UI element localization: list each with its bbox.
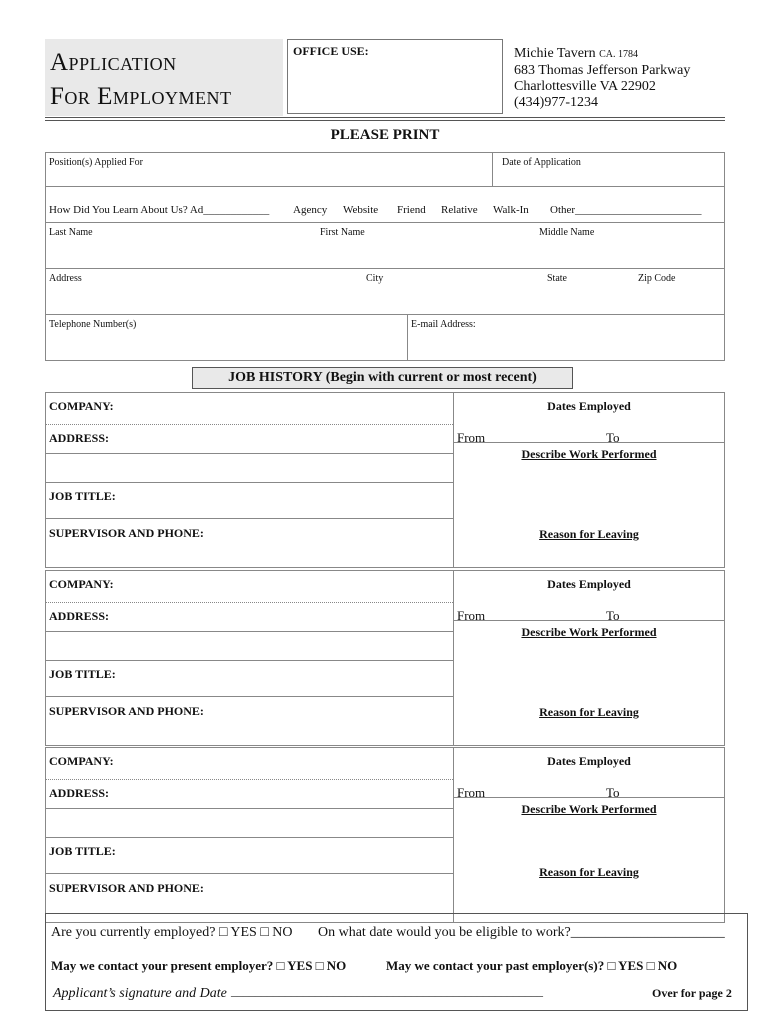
date-application-field[interactable]: Date of Application [502,157,581,168]
option-walk-in[interactable]: Walk-In [493,204,529,216]
divider [45,808,453,809]
currently-employed-question[interactable]: Are you currently employed? □ YES □ NO [51,925,293,940]
job-1-describe-work: Describe Work Performed [521,447,657,461]
job-3-reason-leaving: Reason for Leaving [539,865,639,879]
job-2-company-field[interactable]: COMPANY: [49,577,114,591]
job-1-reason-leaving: Reason for Leaving [539,527,639,541]
contact-present-question[interactable]: May we contact your present employer? □ YES □ NO [51,958,347,973]
job-1-from-field[interactable]: From [457,430,486,445]
job-3-from-field[interactable]: From [457,785,486,800]
divider [453,570,454,746]
job-1-dates-employed: Dates Employed [547,399,631,413]
divider [45,837,453,838]
divider [492,152,493,186]
job-2-address-field[interactable]: ADDRESS: [49,609,110,623]
job-block-3 [45,747,725,923]
contact-past-question[interactable]: May we contact your past employer(s)? □ YES □ NO [386,958,678,973]
job-1-address-field[interactable]: ADDRESS: [49,431,110,445]
position-field[interactable]: Position(s) Applied For [49,157,143,168]
org-phone: (434)977-1234 [514,95,598,110]
job-2-reason-leaving: Reason for Leaving [539,705,639,719]
divider [45,482,453,483]
divider [45,660,453,661]
job-3-company-field[interactable]: COMPANY: [49,754,114,768]
zip-field[interactable]: Zip Code [638,273,676,284]
option-friend[interactable]: Friend [397,204,426,216]
header-divider-2 [45,120,725,121]
over-page-note: Over for page 2 [652,986,732,1000]
header-divider [45,117,725,118]
divider [45,518,453,519]
job-2-to-field[interactable]: To [606,608,620,623]
org-established: CA. 1784 [599,49,638,60]
divider [45,314,725,315]
form-title-line2: For Employment [50,83,232,110]
org-address-1: 683 Thomas Jefferson Parkway [514,63,691,78]
divider [45,602,453,603]
job-3-address-field[interactable]: ADDRESS: [49,786,110,800]
address-field[interactable]: Address [49,273,82,284]
job-block-1 [45,392,725,568]
job-3-supervisor-field[interactable]: SUPERVISOR AND PHONE: [49,881,204,895]
last-name-field[interactable]: Last Name [49,227,93,238]
divider [45,631,453,632]
org-name-line [514,47,638,61]
applicant-info-box [45,152,725,361]
divider [453,797,725,798]
divider [453,392,454,568]
job-block-2 [45,570,725,746]
telephone-field[interactable]: Telephone Number(s) [49,319,137,330]
divider [453,747,454,923]
option-relative[interactable]: Relative [441,204,478,216]
divider [453,620,725,621]
job-1-job-title-field[interactable]: JOB TITLE: [49,489,116,503]
divider [45,696,453,697]
city-field[interactable]: City [366,273,384,284]
option-other[interactable]: Other_______________________ [550,204,702,216]
signature-line[interactable]: ____________________________________________________ [231,984,543,998]
divider [45,453,453,454]
form-title-line1: Application [50,49,177,76]
job-3-to-field[interactable]: To [606,785,620,800]
divider [453,442,725,443]
job-history-heading: JOB HISTORY (Begin with current or most recent) [192,367,573,389]
divider [407,314,408,361]
please-print: PLEASE PRINT [330,127,440,143]
eligible-date-field[interactable]: On what date would you be eligible to work?______________________ [318,925,725,940]
job-2-supervisor-field[interactable]: SUPERVISOR AND PHONE: [49,704,204,718]
job-3-dates-employed: Dates Employed [547,754,631,768]
email-field[interactable]: E-mail Address: [411,319,476,330]
job-2-dates-employed: Dates Employed [547,577,631,591]
job-1-supervisor-field[interactable]: SUPERVISOR AND PHONE: [49,526,204,540]
middle-name-field[interactable]: Middle Name [539,227,595,238]
job-2-job-title-field[interactable]: JOB TITLE: [49,667,116,681]
divider [45,424,453,425]
divider [45,186,725,187]
job-3-describe-work: Describe Work Performed [521,802,657,816]
job-3-job-title-field[interactable]: JOB TITLE: [49,844,116,858]
job-2-from-field[interactable]: From [457,608,486,623]
option-agency[interactable]: Agency [293,204,328,216]
divider [45,779,453,780]
option-website[interactable]: Website [343,204,379,216]
org-name: Michie Tavern [514,46,596,61]
divider [45,268,725,269]
job-1-company-field[interactable]: COMPANY: [49,399,114,413]
org-address-2: Charlottesville VA 22902 [514,79,656,94]
job-2-describe-work: Describe Work Performed [521,625,657,639]
office-use-box [287,39,503,114]
signature-label: Applicant’s signature and Date [53,986,227,1001]
how-learn-field[interactable]: How Did You Learn About Us? Ad____________ [49,204,270,216]
divider [45,873,453,874]
office-use-label: OFFICE USE: [293,44,369,58]
state-field[interactable]: State [547,273,567,284]
divider [45,222,725,223]
first-name-field[interactable]: First Name [320,227,365,238]
job-1-to-field[interactable]: To [606,430,620,445]
